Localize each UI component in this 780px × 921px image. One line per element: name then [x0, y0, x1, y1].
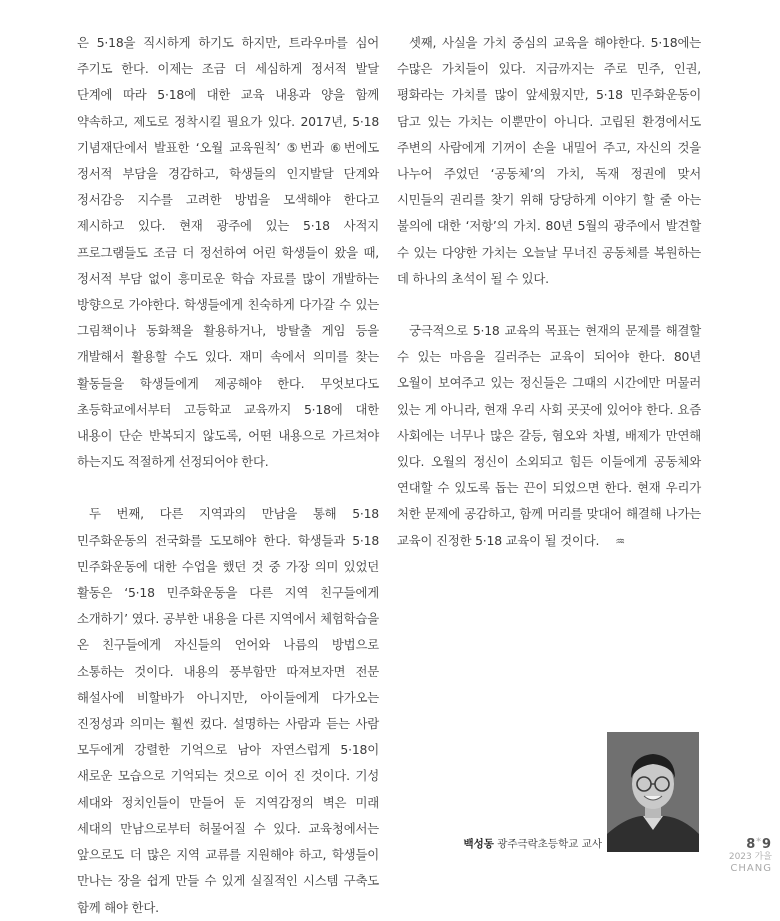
page-numbers	[722, 837, 772, 852]
closing-paragraph-text: 궁극적으로 5·18 교육의 목표는 현재의 문제를 해결할 수 있는 마음을 길러주는 교육이 되어야 한다. 80년 오월이 보여주고 있는 정신들은 그때의 시간에만 머물러 있는 게 아니라, 현재 우리 사회 곳곳에 있어야 한다. 요즘 사회에는 너무나 많은 갈등, 혐오와 차별, 배제가 만연해 있다. 오월의 정신이 소외되고 힘든 이들에게 공동체와 연대할 수 있도록 돕는 끈이 되었으면 한다. 현재 우리가 처한 문제에 공감하고, 함께 머리를 맞대어 해결해 나가는 교육이 진정한 5·18 교육이 될 것이다.	[397, 323, 701, 548]
author-portrait-image	[607, 732, 699, 852]
body-paragraph	[397, 318, 701, 555]
page-number-right: 9	[761, 837, 772, 852]
left-column	[77, 30, 379, 921]
author-name: 백성동	[463, 838, 494, 850]
wave-end-mark-icon: ♒	[615, 534, 625, 548]
right-column	[397, 30, 701, 555]
body-paragraph: 은 5·18을 직시하게 하기도 하지만, 트라우마를 심어 주기도 한다. 이제는 조금 더 세심하게 정서적 발달 단계에 따라 5·18에 대한 교육 내용과 양을 함께 약속하고, 제도로 정착시킬 필요가 있다. 2017년, 5·18 기념재단에서 발표한 ‘오월 교육원칙’ ⑤번과 ⑥번에도 정서적 부담을 경감하고, 학생들의 인지발달 단계와 정서감응 지수를 고려한 방법을 모색해야 한다고 제시하고 있다. 현재 광주에 있는 5·18 사적지 프로그램들도 조금 더 정선하여 어린 학생들이 왔을 때, 정서적 부담 없이 흥미로운 학습 자료를 많이 개발하는 방향으로 가야한다. 학생들에게 친숙하게 다가갈 수 있는 그림책이나 동화책을 활용하거나, 방탈출 게임 등을 개발해서 활용할 수도 있다. 재미 속에서 의미를 찾는 활동들을 학생들에게 제공해야 한다. 무엇보다도 초등학교에서부터 고등학교 교육까지 5·18에 대한 내용이 단순 반복되지 않도록, 어떤 내용으로 가르쳐야 하는지도 적절하게 선정되어야 한다.	[77, 35, 379, 470]
author-photo	[607, 732, 699, 852]
folio-separator: *	[756, 837, 762, 847]
author-credit	[440, 836, 602, 851]
page-folio	[722, 837, 772, 875]
author-affiliation: 광주극락초등학교 교사	[497, 838, 602, 850]
body-paragraph: 두 번째, 다른 지역과의 만남을 통해 5·18 민주화운동의 전국화를 도모해야 한다. 학생들과 5·18 민주화운동에 대한 수업을 했던 것 중 가장 의미 있었던 활동은 ‘5·18 민주화운동을 다른 지역 친구들에게 소개하기’ 였다. 공부한 내용을 다른 지역에서 체험학습을 온 친구들에게 자신들의 언어와 나름의 방법으로 소통하는 것이다. 내용의 풍부함만 따져보자면 전문 해설사에 비할바가 아니지만, 아이들에게 다가오는 진정성과 의미는 훨씬 컸다. 설명하는 사람과 듣는 사람 모두에게 강렬한 기억으로 남아 자연스럽게 5·18이 새로운 모습으로 기억되는 것으로 이어 진 것이다. 기성 세대와 정치인들이 만들어 둔 지역감정의 벽은 미래 세대의 만남으로부터 허물어질 수 있다. 교육청에서는 앞으로도 더 많은 지역 교류를 지원해야 하고, 학생들이 만나는 장을 쉽게 만들 수 있게 실질적인 시스템 구축도 함께 해야 한다.	[77, 506, 379, 915]
page-number-left: 8	[746, 837, 757, 852]
body-paragraph: 셋째, 사실을 가치 중심의 교육을 해야한다. 5·18에는 수많은 가치들이 있다. 지금까지는 주로 민주, 인권, 평화라는 가치를 많이 앞세웠지만, 5·18 민주화운동이 담고 있는 가치는 이뿐만이 아니다. 고립된 환경에서도 주변의 사람에게 기꺼이 손을 내밀어 주고, 자신의 것을 나누어 주었던 ‘공동체’의 가치, 독재 정권에 맞서 시민들의 권리를 찾기 위해 당당하게 이야기 할 줄 아는 불의에 대한 ‘저항’의 가치. 80년 5월의 광주에서 발견할 수 있는 다양한 가치는 오늘날 무너진 공동체를 복원하는 데 하나의 초석이 될 수 있다.	[397, 35, 701, 286]
issue-label: 2023 가을	[728, 852, 772, 862]
magazine-name: CHANG	[730, 863, 772, 874]
